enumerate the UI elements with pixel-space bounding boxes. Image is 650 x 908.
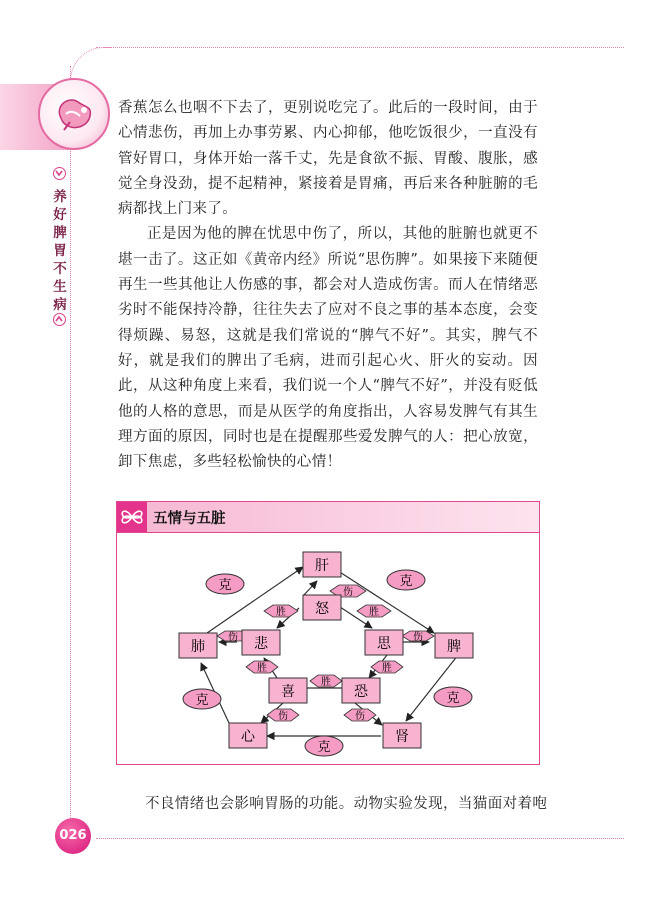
node-label: 恐: [354, 684, 368, 700]
box-title: 五情与五脏: [153, 511, 226, 527]
diamond-label: 胜: [257, 663, 267, 674]
sidebar-title: [52, 188, 68, 314]
node-label: 心: [241, 729, 255, 745]
oval-label: 克: [218, 578, 232, 593]
diamond-label: 伤: [413, 632, 423, 643]
diamond-win: [310, 675, 342, 688]
diamond-harm: [402, 630, 434, 643]
oval-overcome: [434, 687, 472, 707]
chevron-up-icon: [53, 313, 66, 326]
node-label: 肺: [191, 639, 205, 655]
top-dotted-border: [96, 47, 624, 48]
diamond-label: 胜: [276, 607, 286, 618]
node-anger: [303, 595, 341, 620]
oval-label: 克: [317, 740, 331, 755]
node-joy: [269, 678, 307, 703]
diamond-label: 伤: [355, 711, 365, 722]
sidebar-title-char: 不: [53, 261, 67, 277]
paragraph: 正是因为他的脾在忧思中伤了，所以，其他的脏腑也就更不堪一击了。这正如《黄帝内经》所说“思伤脾”。如果接下来随便再生一些其他让人伤感的事，都会对人造成伤害。而人在情绪恶劣时不能保持冷静，往往失去了应对不良之事的基本态度，会变得烦躁、易怒，这就是我们常说的“脾气不好”。其实，脾气不好，就是我们的脾出了毛病，进而引起心火、肝火的妄动。因此，从这种角度上来看，我们说一个人“脾气不好”，并没有贬低他的人格的意思，而是从医学的角度指出，人容易发脾气有其生理方面的原因，同时也是在提醒那些爱发脾气的人：把心放宽，卸下焦虑，多些轻松愉快的心情！: [118, 226, 538, 471]
node-label: 怒: [315, 601, 329, 617]
diamond-harm: [344, 709, 376, 722]
node-fear: [342, 678, 380, 703]
node-label: 肝: [315, 558, 329, 574]
node-label: 喜: [281, 684, 295, 700]
chevron-down-icon: [53, 167, 66, 180]
trailing-line: 不良情绪也会影响胃肠的功能。动物实验发现，当猫面对着咆: [145, 796, 548, 812]
diamond-win: [264, 605, 298, 618]
sidebar-title-char: 生: [53, 279, 67, 295]
oval-label: 克: [399, 574, 413, 589]
box-header: [117, 502, 539, 533]
node-lung: [179, 633, 217, 658]
diamond-label: 伤: [228, 632, 238, 643]
oval-overcome: [305, 736, 343, 756]
oval-overcome: [206, 574, 244, 594]
sidebar-title-char: 病: [53, 297, 67, 313]
five-emotions-diagram: [117, 533, 539, 764]
sidebar-title-char: 好: [53, 207, 67, 223]
node-label: 脾: [447, 639, 461, 655]
diamond-label: 胜: [369, 607, 379, 618]
left-dotted-border: [70, 66, 71, 836]
diamond-win: [371, 661, 403, 674]
node-label: 悲: [254, 636, 268, 652]
diamond-harm: [267, 709, 299, 722]
node-thought: [365, 630, 403, 655]
page-number: 026: [55, 818, 91, 854]
node-grief: [242, 630, 280, 655]
node-heart: [229, 723, 267, 748]
diamond-win: [357, 605, 391, 618]
node-label: 肾: [395, 729, 409, 745]
stomach-illustration-icon: [38, 78, 110, 150]
diamond-label: 胜: [321, 677, 331, 688]
sidebar-title-char: 胃: [53, 243, 67, 259]
paragraph: 香蕉怎么也咽不下去了，更别说吃完了。此后的一段时间，由于心情悲伤，再加上办事劳累、内心抑郁，他吃饭很少，一直没有管好胃口，身体开始一落千丈，先是食欲不振、胃酸、腹胀，感觉全身没劲，提不起精神，紧接着是胃痛，再后来各种脏腑的毛病都找上门来了。: [118, 100, 538, 218]
flower-icon: [117, 502, 147, 532]
node-kidney: [383, 723, 421, 748]
oval-overcome: [183, 689, 221, 709]
bottom-dotted-border: [96, 838, 624, 839]
oval-overcome: [387, 570, 425, 590]
diamond-label: 伤: [278, 711, 288, 722]
oval-label: 克: [446, 691, 460, 706]
five-emotions-box: [116, 501, 540, 765]
diamond-label: 胜: [382, 663, 392, 674]
sidebar-title-char: 养: [53, 189, 67, 205]
node-label: 思: [377, 636, 391, 652]
oval-label: 克: [195, 693, 209, 708]
node-liver: [303, 552, 341, 577]
diamond-label: 伤: [343, 587, 353, 598]
body-text: [118, 96, 538, 475]
node-spleen: [435, 633, 473, 658]
sidebar-title-char: 脾: [53, 225, 67, 241]
